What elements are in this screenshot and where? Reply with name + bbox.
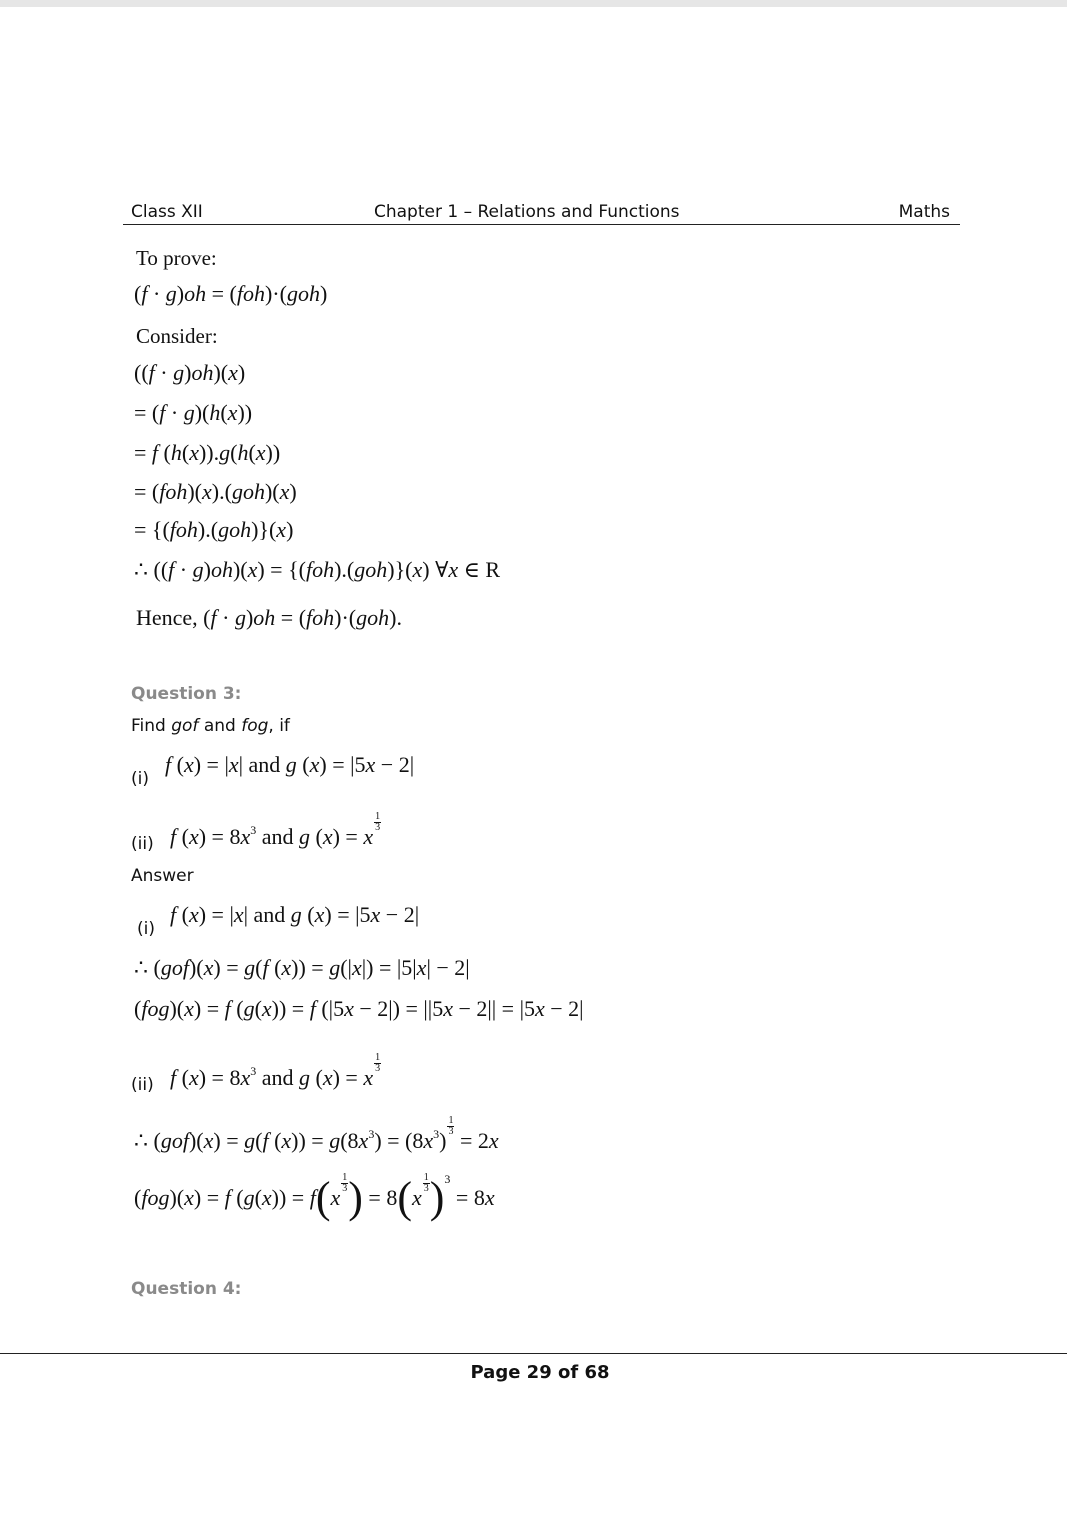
answer-label: Answer — [131, 866, 194, 886]
proof-step-5: = {(foh).(goh)}(x) — [134, 517, 294, 542]
ans-part-i-fog: (fog)(x) = f (g(x)) = f (|5x − 2|) = ||5x − 2|| = |5x − 2| — [134, 996, 584, 1021]
header-subject: Maths — [898, 202, 950, 222]
to-prove-label: To prove: — [136, 246, 217, 270]
ans-part-i-given: f (x) = |x| and g (x) = |5x − 2| — [170, 902, 420, 927]
ans-part-ii-label: (ii) — [131, 1075, 154, 1095]
proof-step-3: = f (h(x)).g(h(x)) — [134, 440, 281, 465]
proof-step-2: = (f · g)(h(x)) — [134, 400, 253, 425]
ans-part-ii-fog: (fog)(x) = f (g(x)) = f(x $\frac{1}{3}$ ) = 8(x $\frac{1}{3}$ )$^3$ = 8x — [134, 1172, 495, 1222]
proof-step-4: = (foh)(x).(goh)(x) — [134, 479, 297, 504]
gof-term: gof — [171, 716, 199, 736]
question-3-prompt: Find gof and fog, if — [131, 716, 290, 736]
q3-part-i-label: (i) — [131, 769, 149, 789]
q3-part-ii-math: f $(x) = 8x^3$ and g (x) = x $\frac{1}{3}$ — [170, 811, 381, 849]
ans-part-ii-gof: ∴ (gof)(x) = g(f $(x)) = g(8x^3) = (8x^3)$ $\frac{1}{3}$ = 2x — [134, 1115, 499, 1153]
top-band — [0, 0, 1067, 7]
fog-term: fog — [241, 716, 269, 736]
question-3-heading: Question 3: — [131, 684, 242, 704]
ans-part-ii-given: f $(x) = 8x^3$ and g (x) = x $\frac{1}{3}$ — [170, 1052, 381, 1090]
q3-part-i-math: f (x) = |x| and g (x) = |5x − 2| — [165, 752, 415, 777]
header-chapter: Chapter 1 – Relations and Functions — [374, 202, 680, 222]
proof-step-1: ((f · g)oh)(x) — [134, 360, 246, 385]
page-number: Page 29 of 68 — [470, 1362, 610, 1383]
header-class: Class XII — [131, 202, 203, 222]
consider-label: Consider: — [136, 324, 218, 348]
q3-part-ii-label: (ii) — [131, 834, 154, 854]
ans-part-i-label: (i) — [137, 919, 155, 939]
proof-statement: (f · g)oh = (foh)·(goh) — [134, 281, 328, 306]
proof-step-6: ∴ ((f · g)oh)(x) = {(foh).(goh)}(x) ∀x ∈ R — [134, 557, 501, 582]
ans-part-i-gof: ∴ (gof)(x) = g(f (x)) = g(|x|) = |5|x| − 2| — [134, 955, 470, 980]
proof-conclusion: Hence, (f · g)oh = (foh)·(goh). — [136, 605, 402, 630]
page-header — [123, 202, 960, 225]
footer-rule — [0, 1353, 1067, 1354]
question-4-heading: Question 4: — [131, 1279, 242, 1299]
